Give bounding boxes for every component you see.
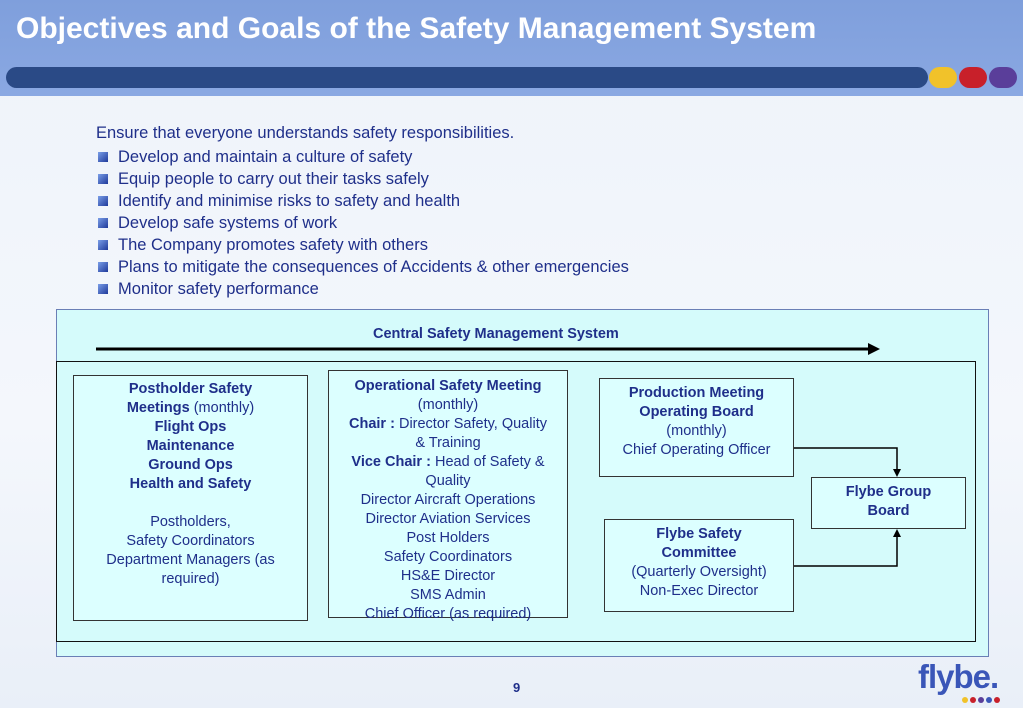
operational-safety-meeting-box: Operational Safety Meeting (monthly) Chair : Director Safety, Quality & Training Vice Chair : Head of Safety & Quality Director Aircraft Operations Director Aviation Services Post Holders Safety Coordinators HS&E Director SMS Admin Chief Officer (as required) (328, 370, 568, 618)
safety-committee-box: Flybe Safety Committee (Quarterly Oversight) Non-Exec Director (604, 519, 794, 612)
diagram-title: Central Safety Management System (373, 326, 619, 342)
list-item: Monitor safety performance (98, 278, 629, 300)
slide-title: Objectives and Goals of the Safety Management System (16, 12, 817, 45)
committee-to-board-arrowhead (893, 529, 901, 537)
list-item: Develop safe systems of work (98, 212, 629, 234)
production-to-board-arrowhead (893, 469, 901, 477)
intro-text: Ensure that everyone understands safety responsibilities. (96, 124, 515, 142)
logo-dots-icon (962, 697, 1000, 703)
committee-to-board-connector (794, 536, 897, 566)
production-to-board-connector (794, 448, 897, 470)
list-item: The Company promotes safety with others (98, 234, 629, 256)
postholder-meetings-box: Postholder Safety Meetings (monthly) Flight Ops Maintenance Ground Ops Health and Safety Postholders, Safety Coordinators Department Managers (as required) (73, 375, 308, 621)
list-item: Equip people to carry out their tasks safely (98, 168, 629, 190)
list-item: Identify and minimise risks to safety and health (98, 190, 629, 212)
page-number: 9 (513, 680, 521, 695)
flybe-logo: flybe. (918, 658, 999, 695)
production-meeting-box: Production Meeting Operating Board (monthly) Chief Operating Officer (599, 378, 794, 477)
list-item: Develop and maintain a culture of safety (98, 146, 629, 168)
group-board-box: Flybe Group Board (811, 477, 966, 529)
central-flow-arrowhead (868, 343, 880, 355)
list-item: Plans to mitigate the consequences of Accidents & other emergencies (98, 256, 629, 278)
